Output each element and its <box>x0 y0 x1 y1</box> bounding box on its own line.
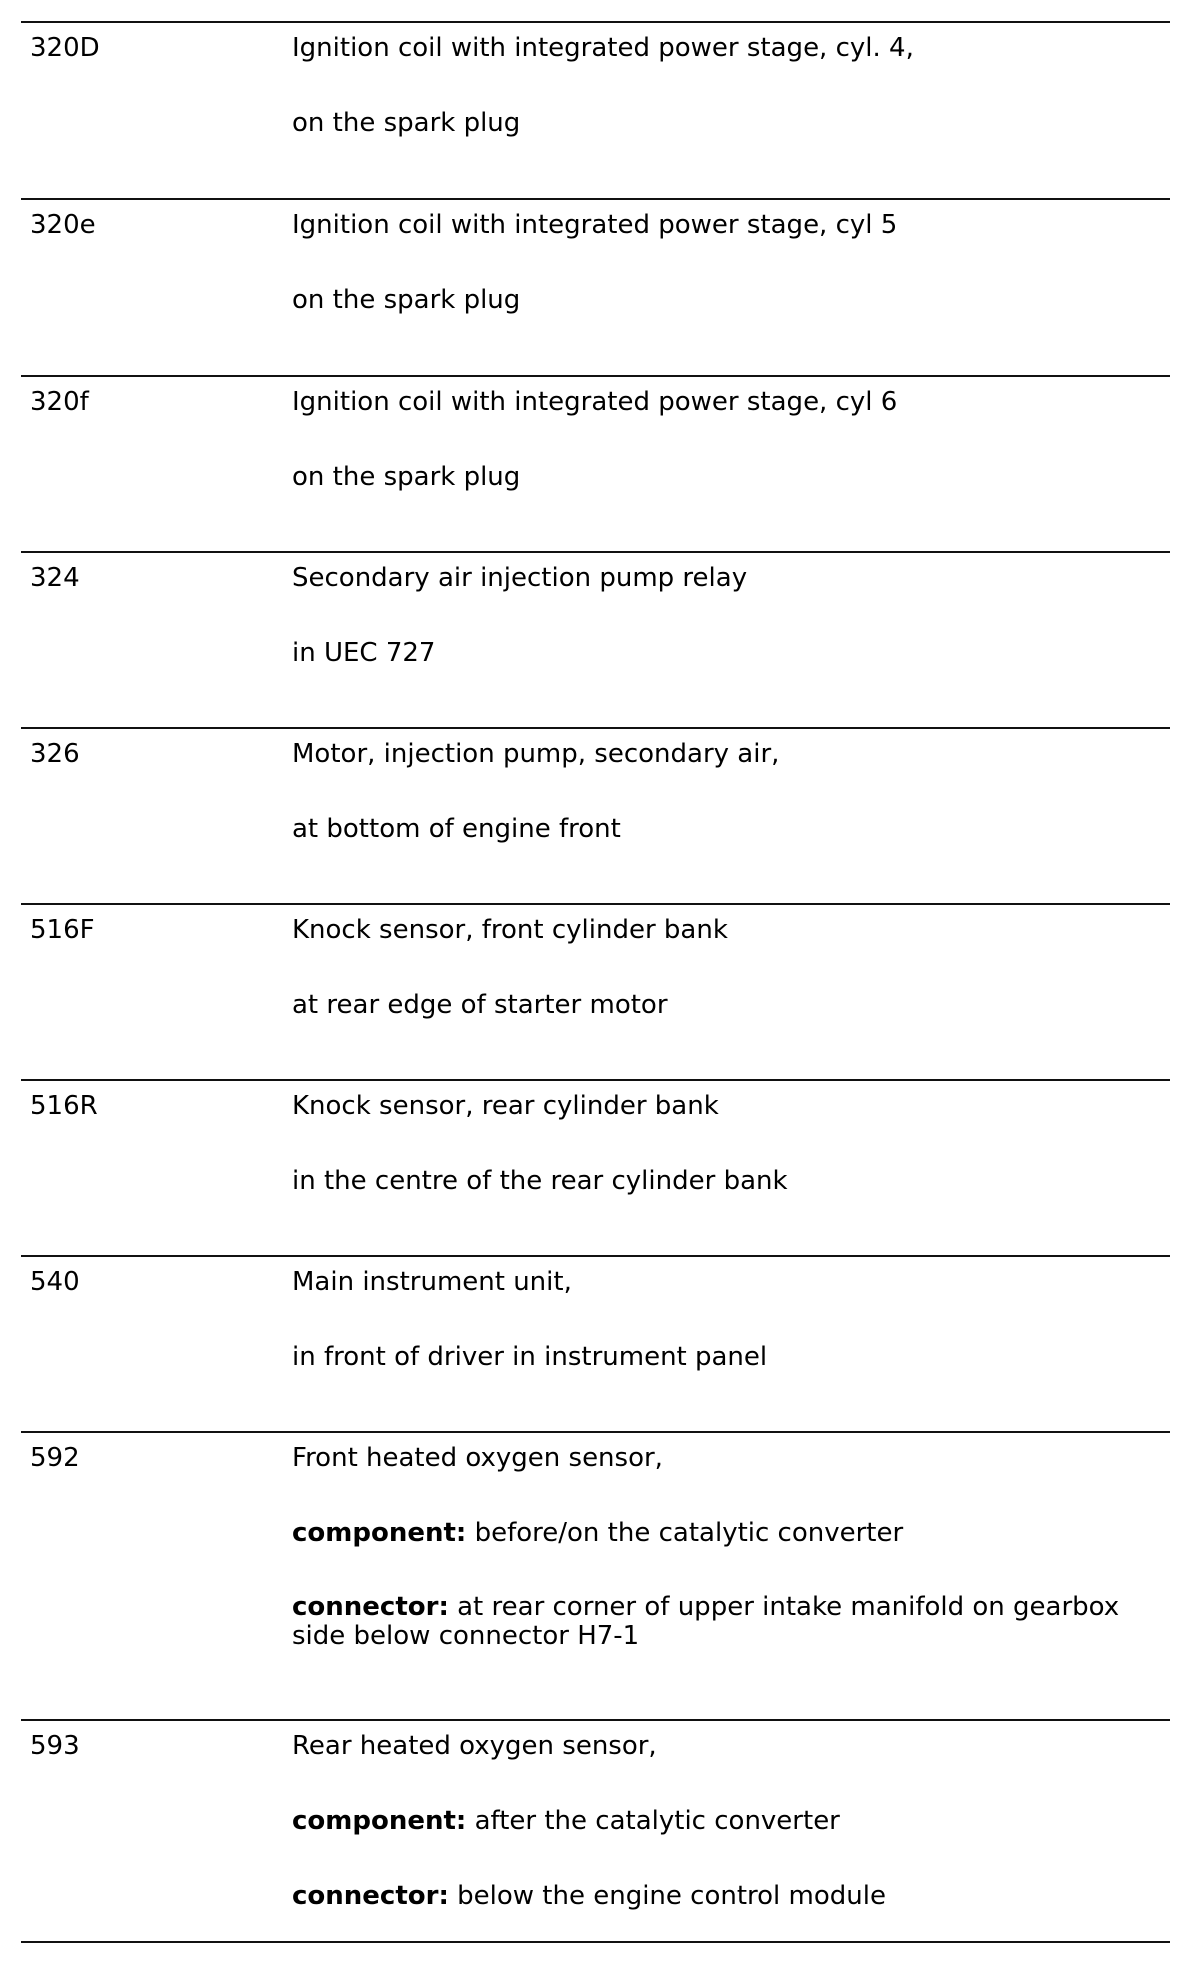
component-description <box>292 915 1170 1079</box>
component-code: 324 <box>30 563 80 593</box>
component-location-table <box>21 21 1170 1943</box>
component-label: component: <box>292 1518 467 1548</box>
component-code: 320D <box>30 33 100 63</box>
table-row <box>21 21 1170 198</box>
component-description <box>292 1731 1170 1941</box>
table-row <box>21 1079 1170 1255</box>
location-line: at bottom of engine front <box>292 814 621 844</box>
component-description <box>292 1443 1170 1719</box>
connector-label: connector: <box>292 1881 449 1911</box>
description-line: Ignition coil with integrated power stage, cyl 5 <box>292 210 898 240</box>
table-row <box>21 551 1170 727</box>
component-code: 326 <box>30 739 80 769</box>
location-line: on the spark plug <box>292 462 521 492</box>
location-line: on the spark plug <box>292 285 521 315</box>
table-row <box>21 727 1170 903</box>
component-code: 320e <box>30 210 96 240</box>
description-line: Knock sensor, rear cylinder bank <box>292 1091 719 1121</box>
connector-location-line <box>292 1881 1160 1911</box>
component-code: 593 <box>30 1731 80 1761</box>
description-line: Ignition coil with integrated power stage, cyl. 4, <box>292 33 914 63</box>
location-line: at rear edge of starter motor <box>292 990 668 1020</box>
description-line: Ignition coil with integrated power stage, cyl 6 <box>292 387 898 417</box>
table-row <box>21 375 1170 551</box>
location-line: on the spark plug <box>292 108 521 138</box>
location-line: in UEC 727 <box>292 638 436 668</box>
table-row <box>21 903 1170 1079</box>
table-row <box>21 1255 1170 1431</box>
connector-location-text: below the engine control module <box>448 1881 886 1911</box>
component-location-text: after the catalytic converter <box>466 1806 840 1836</box>
connector-location-text: at rear corner of upper intake manifold on gearbox side below connector H7-1 <box>292 1592 1120 1651</box>
component-description <box>292 563 1170 727</box>
location-line: in front of driver in instrument panel <box>292 1342 768 1372</box>
component-description <box>292 1091 1170 1255</box>
component-location-line <box>292 1518 1160 1548</box>
description-line: Motor, injection pump, secondary air, <box>292 739 780 769</box>
component-code: 540 <box>30 1267 80 1297</box>
component-code: 516R <box>30 1091 98 1121</box>
table-row <box>21 198 1170 375</box>
description-line: Main instrument unit, <box>292 1267 572 1297</box>
component-location-text: before/on the catalytic converter <box>466 1518 904 1548</box>
component-description <box>292 210 1170 375</box>
connector-label: connector: <box>292 1592 449 1622</box>
component-label: component: <box>292 1806 467 1836</box>
component-description <box>292 739 1170 903</box>
component-description <box>292 33 1170 198</box>
table-row <box>21 1431 1170 1719</box>
table-row <box>21 1719 1170 1943</box>
location-line: in the centre of the rear cylinder bank <box>292 1166 788 1196</box>
component-description <box>292 1267 1170 1431</box>
component-code: 320f <box>30 387 89 417</box>
component-location-line <box>292 1806 1160 1836</box>
connector-location-line <box>292 1593 1160 1651</box>
description-line: Knock sensor, front cylinder bank <box>292 915 728 945</box>
component-code: 516F <box>30 915 95 945</box>
component-description <box>292 387 1170 551</box>
component-code: 592 <box>30 1443 80 1473</box>
description-line: Rear heated oxygen sensor, <box>292 1731 657 1761</box>
description-line: Secondary air injection pump relay <box>292 563 748 593</box>
description-line: Front heated oxygen sensor, <box>292 1443 663 1473</box>
